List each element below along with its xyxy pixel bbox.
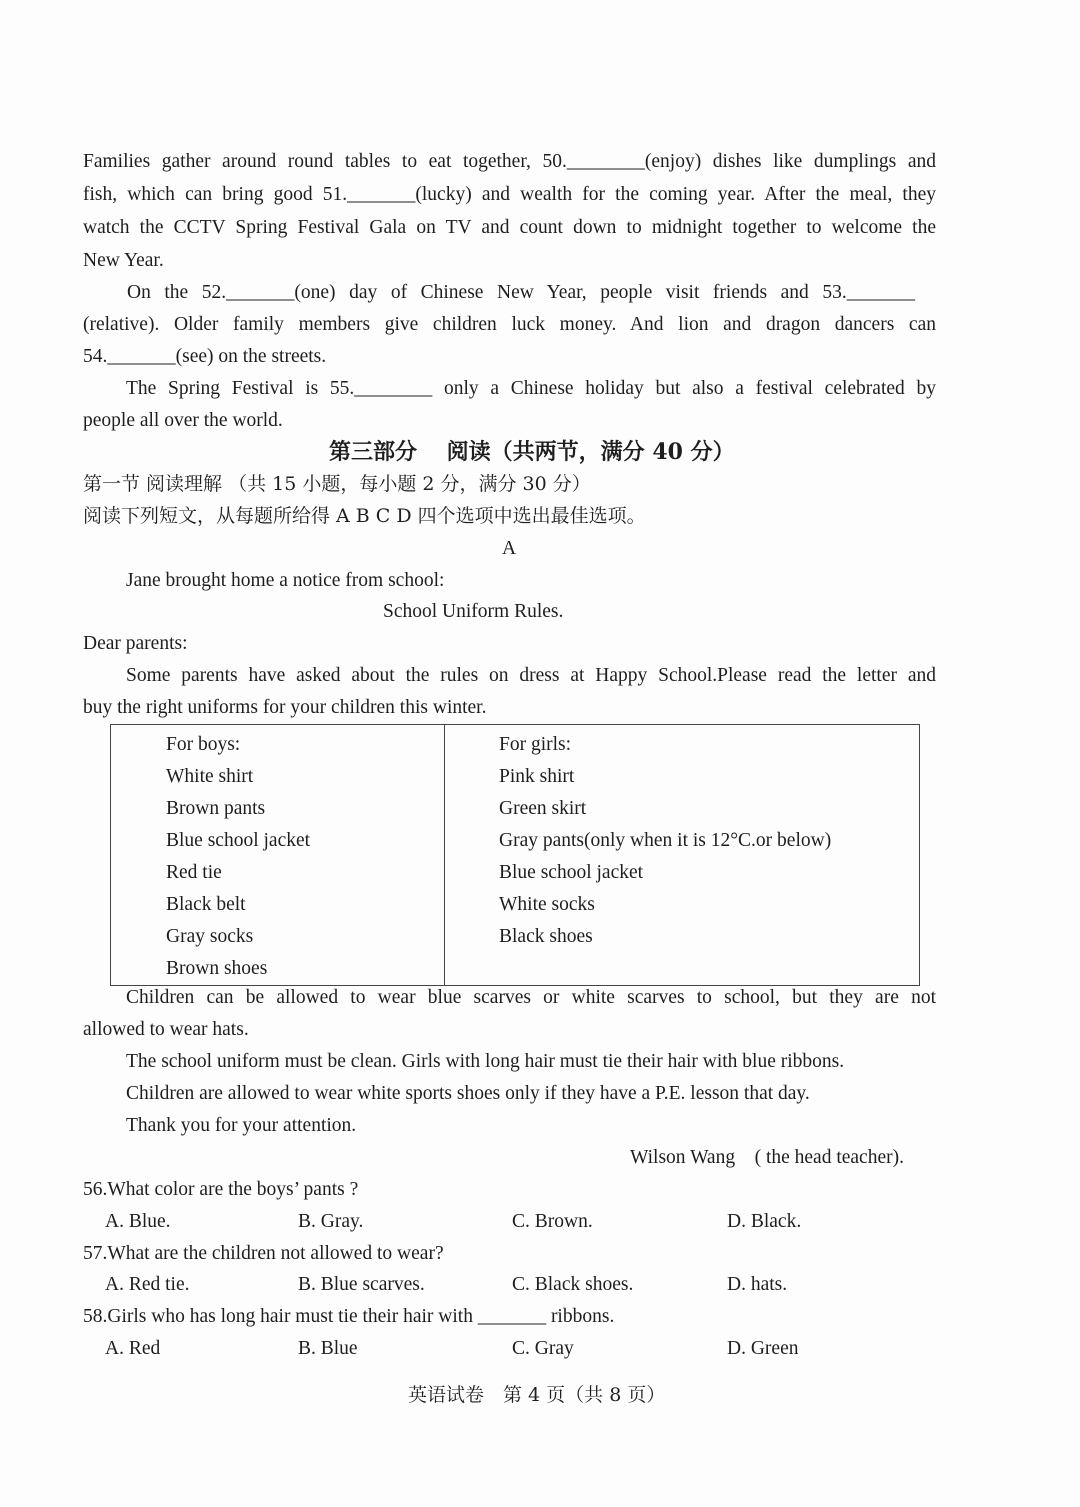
boys-item: Brown shoes — [166, 958, 268, 979]
passage-line: On the 52._______(one) day of Chinese New Year, people visit friends and 53._______ — [127, 282, 915, 303]
option-d[interactable]: D. hats. — [727, 1274, 788, 1295]
option-b[interactable]: B. Blue scarves. — [298, 1274, 425, 1295]
signature: Wilson Wang ( the head teacher). — [630, 1147, 904, 1168]
passage-line: (relative). Older family members give children luck money. And lion and dragon dancers can — [83, 314, 936, 335]
girls-item: Blue school jacket — [499, 862, 644, 883]
after-line: Children are allowed to wear white sports shoes only if they have a P.E. lesson that day. — [126, 1083, 810, 1104]
passage-line: The Spring Festival is 55.________ only a Chinese holiday but also a festival celebrated by — [126, 378, 936, 399]
girls-item: Green skirt — [499, 798, 587, 819]
option-d[interactable]: D. Black. — [727, 1211, 802, 1232]
option-d[interactable]: D. Green — [727, 1338, 799, 1359]
girls-item: For girls: — [499, 734, 572, 755]
option-c[interactable]: C. Black shoes. — [512, 1274, 634, 1295]
after-line: The school uniform must be clean. Girls with long hair must tie their hair with blue ribbons. — [126, 1051, 845, 1072]
passage-line: 54._______(see) on the streets. — [83, 346, 327, 367]
body-line: buy the right uniforms for your children this winter. — [83, 697, 487, 718]
after-line: allowed to wear hats. — [83, 1019, 249, 1040]
intro-line: Jane brought home a notice from school: — [126, 570, 445, 591]
passage-line: watch the CCTV Spring Festival Gala on TV and count down to midnight together to welcome the — [83, 217, 936, 238]
option-a[interactable]: A. Red tie. — [105, 1274, 190, 1295]
question-stem: 58.Girls who has long hair must tie their hair with _______ ribbons. — [83, 1306, 615, 1327]
boys-item: White shirt — [166, 766, 254, 787]
question-stem: 56.What color are the boys’ pants ? — [83, 1179, 359, 1200]
option-a[interactable]: A. Red — [105, 1338, 161, 1359]
boys-item: Blue school jacket — [166, 830, 311, 851]
boys-column — [111, 725, 445, 986]
boys-item: Brown pants — [166, 798, 266, 819]
uniform-table — [110, 724, 920, 986]
girls-item: Pink shirt — [499, 766, 575, 787]
passage-line: Families gather around round tables to eat together, 50.________(enjoy) dishes like dumplings and — [83, 151, 936, 172]
passage-line: fish, which can bring good 51._______(lucky) and wealth for the coming year. After the meal, they — [83, 184, 936, 205]
girls-item: Gray pants(only when it is 12°C.or below) — [499, 830, 832, 851]
passage-line: New Year. — [83, 250, 164, 271]
boys-item: Gray socks — [166, 926, 254, 947]
after-line: Thank you for your attention. — [126, 1115, 357, 1136]
option-b[interactable]: B. Blue — [298, 1338, 358, 1359]
option-a[interactable]: A. Blue. — [105, 1211, 171, 1232]
body-line: Some parents have asked about the rules on dress at Happy School.Please read the letter and — [126, 665, 936, 686]
boys-item: For boys: — [166, 734, 241, 755]
girls-item: White socks — [499, 894, 595, 915]
boys-item: Black belt — [166, 894, 246, 915]
notice-title: School Uniform Rules. — [383, 601, 564, 622]
option-c[interactable]: C. Brown. — [512, 1211, 593, 1232]
after-line: Children can be allowed to wear blue scarves or white scarves to school, but they are not — [126, 987, 936, 1008]
part3-title: 第三部分 阅读（共两节，满分 40 分） — [329, 439, 735, 465]
option-c[interactable]: C. Gray — [512, 1338, 574, 1359]
instruction: 阅读下列短文，从每题所给得 A B C D 四个选项中选出最佳选项。 — [83, 505, 646, 527]
greeting: Dear parents: — [83, 633, 188, 654]
question-stem: 57.What are the children not allowed to wear? — [83, 1243, 444, 1264]
option-b[interactable]: B. Gray. — [298, 1211, 364, 1232]
girls-column — [445, 725, 920, 986]
page-footer: 英语试卷 第 4 页（共 8 页） — [408, 1384, 666, 1406]
passage-label: A — [502, 538, 517, 559]
boys-item: Red tie — [166, 862, 222, 883]
girls-item: Black shoes — [499, 926, 593, 947]
passage-line: people all over the world. — [83, 410, 283, 431]
section1-heading: 第一节 阅读理解 （共 15 小题，每小题 2 分，满分 30 分） — [83, 473, 591, 495]
